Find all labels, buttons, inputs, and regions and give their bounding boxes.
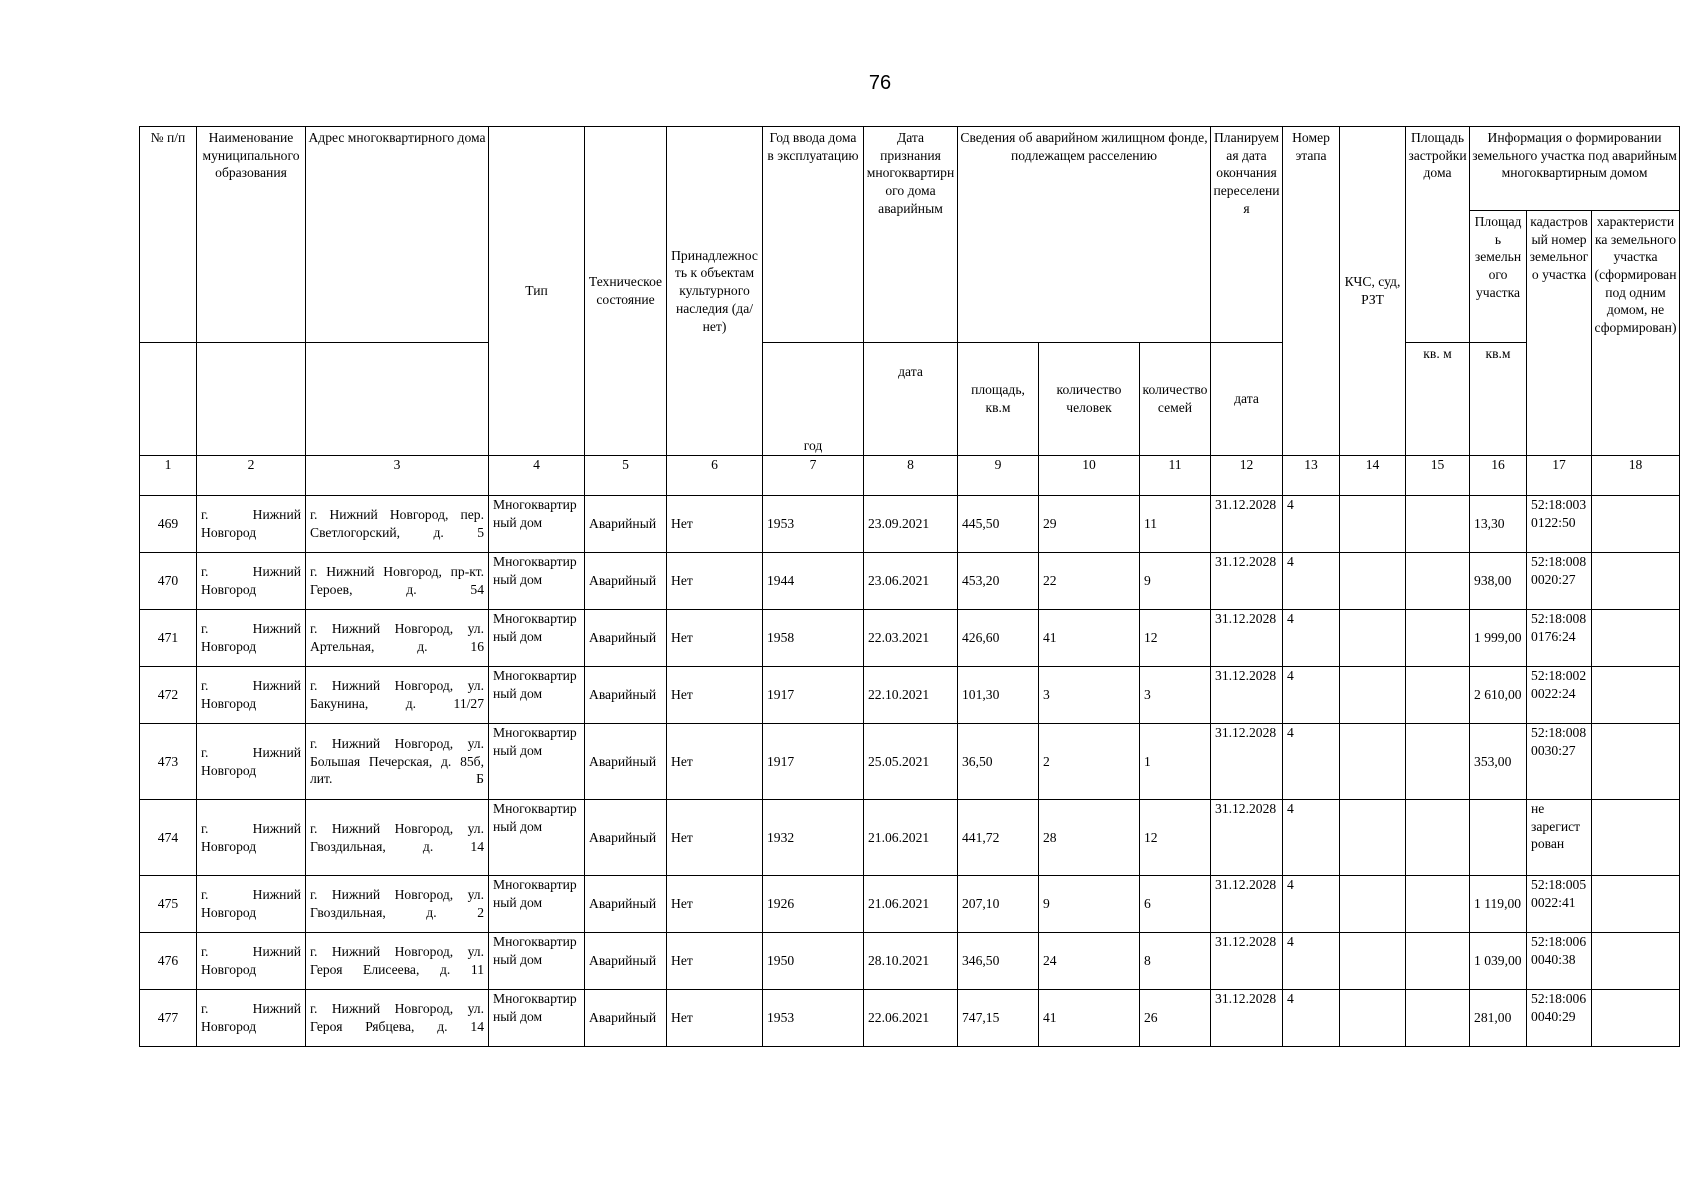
people-count: 2 [1039,724,1140,800]
stage: 4 [1283,990,1340,1047]
housing-area: 207,10 [958,876,1039,933]
housing-area: 441,72 [958,800,1039,876]
land-area: 353,00 [1470,724,1527,800]
header-number-sub [140,343,197,456]
unit-planned-date: дата [1211,343,1283,456]
municipality: г. Нижний Новгород [197,724,306,800]
heritage: Нет [667,800,763,876]
table-row [140,724,1680,800]
planned-date: 31.12.2028 [1211,496,1283,553]
emergency-date: 21.06.2021 [864,800,958,876]
municipality: г. Нижний Новгород [197,800,306,876]
people-count: 3 [1039,667,1140,724]
land-area: 281,00 [1470,990,1527,1047]
unit-date: дата [864,343,958,456]
building-type: Многоквартирный дом [489,724,585,800]
heritage: Нет [667,724,763,800]
row-number: 470 [140,553,197,610]
page-number: 76 [868,72,892,94]
address: г. Нижний Новгород, ул. Артельная, д. 16 [306,610,489,667]
table-row [140,990,1680,1047]
header-municipality: Наименование муниципального образования [197,127,306,343]
planned-date: 31.12.2028 [1211,876,1283,933]
land-characteristic [1592,610,1680,667]
stage: 4 [1283,667,1340,724]
stage: 4 [1283,496,1340,553]
address: г. Нижний Новгород, ул. Гвоздильная, д. 14 [306,800,489,876]
technical-state: Аварийный [585,933,667,990]
emergency-date: 25.05.2021 [864,724,958,800]
cadastral-number: 52:18:0020022:24 [1527,667,1592,724]
stage: 4 [1283,933,1340,990]
table-row [140,933,1680,990]
cadastral-number: 52:18:0050022:41 [1527,876,1592,933]
commission-year: 1917 [763,724,864,800]
land-area: 1 999,00 [1470,610,1527,667]
address: г. Нижний Новгород, ул. Гвоздильная, д. 2 [306,876,489,933]
row-number: 477 [140,990,197,1047]
building-type: Многоквартирный дом [489,667,585,724]
emergency-date: 23.06.2021 [864,553,958,610]
column-number: 10 [1039,456,1140,496]
building-type: Многоквартирный дом [489,553,585,610]
row-number: 471 [140,610,197,667]
column-number: 13 [1283,456,1340,496]
header-type: Тип [489,127,585,456]
family-count: 12 [1140,610,1211,667]
header-land-characteristic: характеристика земельного участка (сформирован под одним домом, не сформирован) [1592,211,1680,456]
commission-year: 1950 [763,933,864,990]
unit-people: количество человек [1039,343,1140,456]
people-count: 9 [1039,876,1140,933]
municipality: г. Нижний Новгород [197,933,306,990]
column-number: 12 [1211,456,1283,496]
column-number: 7 [763,456,864,496]
cadastral-number: 52:18:0060040:29 [1527,990,1592,1047]
municipality: г. Нижний Новгород [197,553,306,610]
planned-date: 31.12.2028 [1211,724,1283,800]
heritage: Нет [667,610,763,667]
emergency-date: 22.10.2021 [864,667,958,724]
header-heritage: Принадлежность к объектам культурного наследия (да/нет) [667,127,763,456]
housing-area: 101,30 [958,667,1039,724]
housing-area: 747,15 [958,990,1039,1047]
building-type: Многоквартирный дом [489,496,585,553]
header-building-area: Площадь застройки дома [1406,127,1470,343]
technical-state: Аварийный [585,724,667,800]
stage: 4 [1283,800,1340,876]
planned-date: 31.12.2028 [1211,610,1283,667]
cadastral-number: не зарегистрован [1527,800,1592,876]
building-type: Многоквартирный дом [489,610,585,667]
heritage: Нет [667,553,763,610]
commission-year: 1917 [763,667,864,724]
header-land-info: Информация о формировании земельного участка под аварийным многоквартирным домом [1470,127,1680,211]
municipality: г. Нижний Новгород [197,876,306,933]
kchs [1340,800,1406,876]
column-number: 11 [1140,456,1211,496]
land-area: 938,00 [1470,553,1527,610]
emergency-date: 28.10.2021 [864,933,958,990]
land-area: 2 610,00 [1470,667,1527,724]
cadastral-number: 52:18:0030122:50 [1527,496,1592,553]
technical-state: Аварийный [585,667,667,724]
unit-land-area: кв.м [1470,343,1527,456]
family-count: 26 [1140,990,1211,1047]
unit-area: площадь, кв.м [958,343,1039,456]
technical-state: Аварийный [585,610,667,667]
heritage: Нет [667,667,763,724]
header-cadastral-number: кадастровый номер земельного участка [1527,211,1592,456]
stage: 4 [1283,610,1340,667]
land-area: 13,30 [1470,496,1527,553]
column-number: 17 [1527,456,1592,496]
stage: 4 [1283,724,1340,800]
row-number: 469 [140,496,197,553]
emergency-date: 22.03.2021 [864,610,958,667]
family-count: 8 [1140,933,1211,990]
commission-year: 1932 [763,800,864,876]
column-number: 8 [864,456,958,496]
people-count: 41 [1039,610,1140,667]
building-area [1406,990,1470,1047]
row-number: 472 [140,667,197,724]
land-area: 1 119,00 [1470,876,1527,933]
column-number: 5 [585,456,667,496]
stage: 4 [1283,553,1340,610]
building-type: Многоквартирный дом [489,933,585,990]
family-count: 11 [1140,496,1211,553]
technical-state: Аварийный [585,496,667,553]
header-address: Адрес многоквартирного дома [306,127,489,343]
unit-families: количество семей [1140,343,1211,456]
housing-area: 445,50 [958,496,1039,553]
heritage: Нет [667,933,763,990]
building-type: Многоквартирный дом [489,876,585,933]
land-characteristic [1592,553,1680,610]
land-characteristic [1592,496,1680,553]
kchs [1340,933,1406,990]
row-number: 474 [140,800,197,876]
column-number: 4 [489,456,585,496]
address: г. Нижний Новгород, пер. Светлогорский, д. 5 [306,496,489,553]
family-count: 6 [1140,876,1211,933]
column-number: 3 [306,456,489,496]
header-emergency-date: Дата признания многоквартирного дома аварийным [864,127,958,343]
municipality: г. Нижний Новгород [197,496,306,553]
building-area [1406,496,1470,553]
building-type: Многоквартирный дом [489,800,585,876]
land-area: 1 039,00 [1470,933,1527,990]
commission-year: 1953 [763,496,864,553]
commission-year: 1926 [763,876,864,933]
municipality: г. Нижний Новгород [197,610,306,667]
building-area [1406,667,1470,724]
building-area [1406,610,1470,667]
header-stage: Номер этапа [1283,127,1340,456]
column-number: 6 [667,456,763,496]
column-number: 14 [1340,456,1406,496]
commission-year: 1958 [763,610,864,667]
planned-date: 31.12.2028 [1211,667,1283,724]
building-area [1406,800,1470,876]
column-number: 16 [1470,456,1527,496]
land-area [1470,800,1527,876]
family-count: 3 [1140,667,1211,724]
row-number: 475 [140,876,197,933]
commission-year: 1953 [763,990,864,1047]
land-characteristic [1592,667,1680,724]
address: г. Нижний Новгород, ул. Героя Рябцева, д. 14 [306,990,489,1047]
address: г. Нижний Новгород, ул. Большая Печерская, д. 85б, лит. Б [306,724,489,800]
header-technical-state: Техническое состояние [585,127,667,456]
planned-date: 31.12.2028 [1211,933,1283,990]
kchs [1340,496,1406,553]
table-row [140,553,1680,610]
planned-date: 31.12.2028 [1211,800,1283,876]
building-area [1406,724,1470,800]
address: г. Нижний Новгород, ул. Бакунина, д. 11/27 [306,667,489,724]
heritage: Нет [667,496,763,553]
table-row [140,800,1680,876]
table-row [140,610,1680,667]
planned-date: 31.12.2028 [1211,553,1283,610]
housing-area: 453,20 [958,553,1039,610]
housing-area: 346,50 [958,933,1039,990]
planned-date: 31.12.2028 [1211,990,1283,1047]
kchs [1340,667,1406,724]
family-count: 9 [1140,553,1211,610]
header-housing-info: Сведения об аварийном жилищном фонде, подлежащем расселению [958,127,1211,343]
header-kchs: КЧС, суд, РЗТ [1340,127,1406,456]
column-number: 15 [1406,456,1470,496]
row-number: 476 [140,933,197,990]
header-number: № п/п [140,127,197,343]
table-body [140,496,1680,1047]
column-number-row [140,456,1680,496]
heritage: Нет [667,876,763,933]
header-address-sub [306,343,489,456]
header-land-area: Площадь земельного участка [1470,211,1527,343]
land-characteristic [1592,990,1680,1047]
heritage: Нет [667,990,763,1047]
land-characteristic [1592,800,1680,876]
kchs [1340,610,1406,667]
land-characteristic [1592,876,1680,933]
table-row [140,496,1680,553]
cadastral-number: 52:18:0080030:27 [1527,724,1592,800]
municipality: г. Нижний Новгород [197,990,306,1047]
header-planned-date: Планируемая дата окончания переселения [1211,127,1283,343]
building-area [1406,553,1470,610]
header-municipality-sub [197,343,306,456]
land-characteristic [1592,933,1680,990]
housing-area: 36,50 [958,724,1039,800]
building-area [1406,933,1470,990]
address: г. Нижний Новгород, ул. Героя Елисеева, д. 11 [306,933,489,990]
family-count: 1 [1140,724,1211,800]
kchs [1340,724,1406,800]
family-count: 12 [1140,800,1211,876]
address: г. Нижний Новгород, пр-кт. Героев, д. 54 [306,553,489,610]
technical-state: Аварийный [585,876,667,933]
cadastral-number: 52:18:0080176:24 [1527,610,1592,667]
row-number: 473 [140,724,197,800]
table-row [140,667,1680,724]
people-count: 29 [1039,496,1140,553]
emergency-date: 22.06.2021 [864,990,958,1047]
stage: 4 [1283,876,1340,933]
building-area [1406,876,1470,933]
unit-building-area: кв. м [1406,343,1470,456]
commission-year: 1944 [763,553,864,610]
emergency-housing-table [139,126,1680,1047]
unit-year: год [763,343,864,456]
column-number: 18 [1592,456,1680,496]
table-row [140,876,1680,933]
cadastral-number: 52:18:0080020:27 [1527,553,1592,610]
column-number: 1 [140,456,197,496]
technical-state: Аварийный [585,990,667,1047]
housing-area: 426,60 [958,610,1039,667]
kchs [1340,553,1406,610]
land-characteristic [1592,724,1680,800]
people-count: 24 [1039,933,1140,990]
column-number: 2 [197,456,306,496]
kchs [1340,990,1406,1047]
column-number: 9 [958,456,1039,496]
people-count: 22 [1039,553,1140,610]
municipality: г. Нижний Новгород [197,667,306,724]
technical-state: Аварийный [585,553,667,610]
people-count: 28 [1039,800,1140,876]
header-commission-year: Год ввода дома в эксплуатацию [763,127,864,343]
technical-state: Аварийный [585,800,667,876]
cadastral-number: 52:18:0060040:38 [1527,933,1592,990]
building-type: Многоквартирный дом [489,990,585,1047]
people-count: 41 [1039,990,1140,1047]
kchs [1340,876,1406,933]
emergency-date: 23.09.2021 [864,496,958,553]
emergency-date: 21.06.2021 [864,876,958,933]
